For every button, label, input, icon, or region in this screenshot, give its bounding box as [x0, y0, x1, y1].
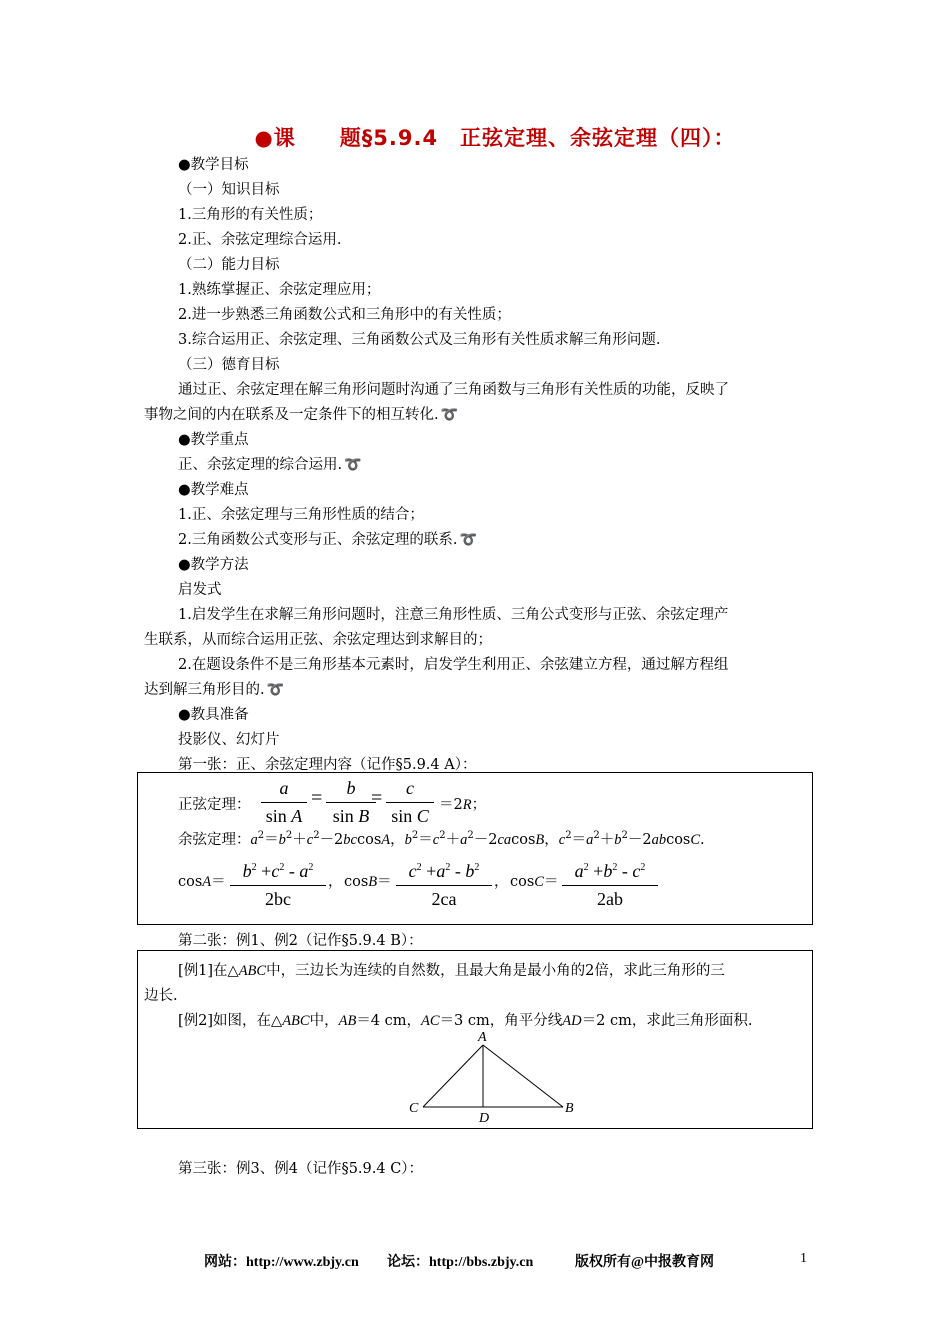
footer-copyright: 版权所有@中报教育网: [575, 1255, 715, 1270]
cos-b-fraction: $\frac{c^2 +a^2 - b^2}{2ca}$: [396, 861, 492, 910]
knowledge-item: 2.正、余弦定理综合运用.: [178, 232, 342, 248]
slide3-caption: 第三张：例3、例4（记作§5.9.4 C）：: [178, 1161, 424, 1177]
label-b: B: [565, 1101, 574, 1116]
cos-c-label: cosC＝: [510, 874, 559, 890]
ability-item: 1.熟练掌握正、余弦定理应用；: [178, 282, 381, 298]
example-1: 边长.: [144, 988, 178, 1004]
side-ac: [423, 1045, 483, 1107]
footer-forum: 论坛：http://bbs.zbjy.cn: [387, 1255, 534, 1270]
slide1-caption: 第一张：正、余弦定理内容（记作§5.9.4 A）：: [178, 757, 477, 773]
cos-b-label: cosB＝: [344, 874, 392, 890]
page-number: 1: [800, 1251, 807, 1266]
label-d: D: [479, 1111, 490, 1126]
moral-text: 事物之间的内在联系及一定条件下的相互转化. ➰: [144, 407, 459, 423]
cos-a-label: cosA＝: [178, 874, 226, 890]
method-item: 达到解三角形目的. ➰: [144, 682, 285, 698]
method-heading: ●教学方法: [178, 557, 249, 573]
cos-a-fraction: $\frac{b^2 +c^2 - a^2}{2bc}$: [230, 861, 326, 910]
label-a: A: [478, 1030, 487, 1045]
slide1-formula-box: [137, 772, 813, 925]
separator: ，: [328, 874, 343, 890]
moral-heading: （三）德育目标: [178, 357, 280, 373]
tools-text: 投影仪、幻灯片: [178, 732, 280, 748]
slide2-example-box: [137, 950, 813, 1129]
triangle-figure: [398, 1029, 588, 1127]
key-point-heading: ●教学重点: [178, 432, 249, 448]
swirl-icon: ➰: [266, 682, 285, 698]
method-item: 1.启发学生在求解三角形问题时，注意三角形性质、三角公式变形与正弦、余弦定理产: [178, 607, 729, 623]
swirl-icon: ➰: [344, 457, 362, 473]
difficulty-heading: ●教学难点: [178, 482, 249, 498]
ability-heading: （二）能力目标: [178, 257, 280, 273]
slide2-caption: 第二张：例1、例2（记作§5.9.4 B）：: [178, 933, 423, 949]
sine-label: 正弦定理：: [178, 797, 251, 813]
cosine-law: 余弦定理：$a^2=b^2+c^2-2bccosA$，$b^2=c^2+a^2-2cacosB$，$c^2=a^2+b^2-2abcosC$.: [178, 830, 705, 848]
ability-item: 3.综合运用正、余弦定理、三角函数公式及三角形有关性质求解三角形问题.: [178, 332, 661, 348]
method-item: 生联系，从而综合运用正弦、余弦定理达到求解目的；: [144, 632, 492, 648]
example-2: [例2]如图，在△ABC中，AB＝4 cm，AC＝3 cm，角平分线AD＝2 cm，求此三角形面积.: [178, 1013, 753, 1029]
goals-heading: ●教学目标: [178, 157, 249, 173]
sine-fraction: $\frac{a}{\text{sin A}}$: [261, 778, 307, 827]
sine-fraction: $\frac{c}{\text{sin C}}$: [386, 778, 434, 827]
tools-heading: ●教具准备: [178, 707, 249, 723]
knowledge-item: 1.三角形的有关性质；: [178, 207, 323, 223]
key-point-text: 正、余弦定理的综合运用. ➰: [178, 457, 362, 473]
page-title: ●课 题§5.9.4 正弦定理、余弦定理（四）：: [254, 126, 736, 150]
swirl-icon: ➰: [459, 532, 477, 548]
separator: ，: [494, 874, 509, 890]
method-name: 启发式: [178, 582, 222, 598]
footer-site: 网站：http://www.zbjy.cn: [204, 1255, 359, 1270]
method-item: 2.在题设条件不是三角形基本元素时，启发学生利用正、余弦建立方程，通过解方程组: [178, 657, 729, 673]
equals-sign: =: [311, 787, 323, 809]
ability-item: 2.进一步熟悉三角函数公式和三角形中的有关性质；: [178, 307, 511, 323]
sine-tail: ＝2R；: [439, 797, 487, 813]
difficulty-item: 2.三角函数公式变形与正、余弦定理的联系. ➰: [178, 532, 477, 548]
knowledge-heading: （一）知识目标: [178, 182, 280, 198]
side-ab: [483, 1045, 563, 1107]
label-c: C: [409, 1101, 419, 1116]
sine-fraction: $\frac{b}{\text{sin B}}$: [326, 778, 376, 827]
swirl-icon: ➰: [440, 407, 459, 423]
cos-c-fraction: $\frac{a^2 +b^2 - c^2}{2ab}$: [562, 861, 658, 910]
equals-sign: =: [371, 787, 383, 809]
moral-text: 通过正、余弦定理在解三角形问题时沟通了三角函数与三角形有关性质的功能，反映了: [178, 382, 729, 398]
difficulty-item: 1.正、余弦定理与三角形性质的结合；: [178, 507, 424, 523]
example-1: [例1]在△ABC中，三边长为连续的自然数，且最大角是最小角的2倍，求此三角形的三: [178, 963, 725, 979]
